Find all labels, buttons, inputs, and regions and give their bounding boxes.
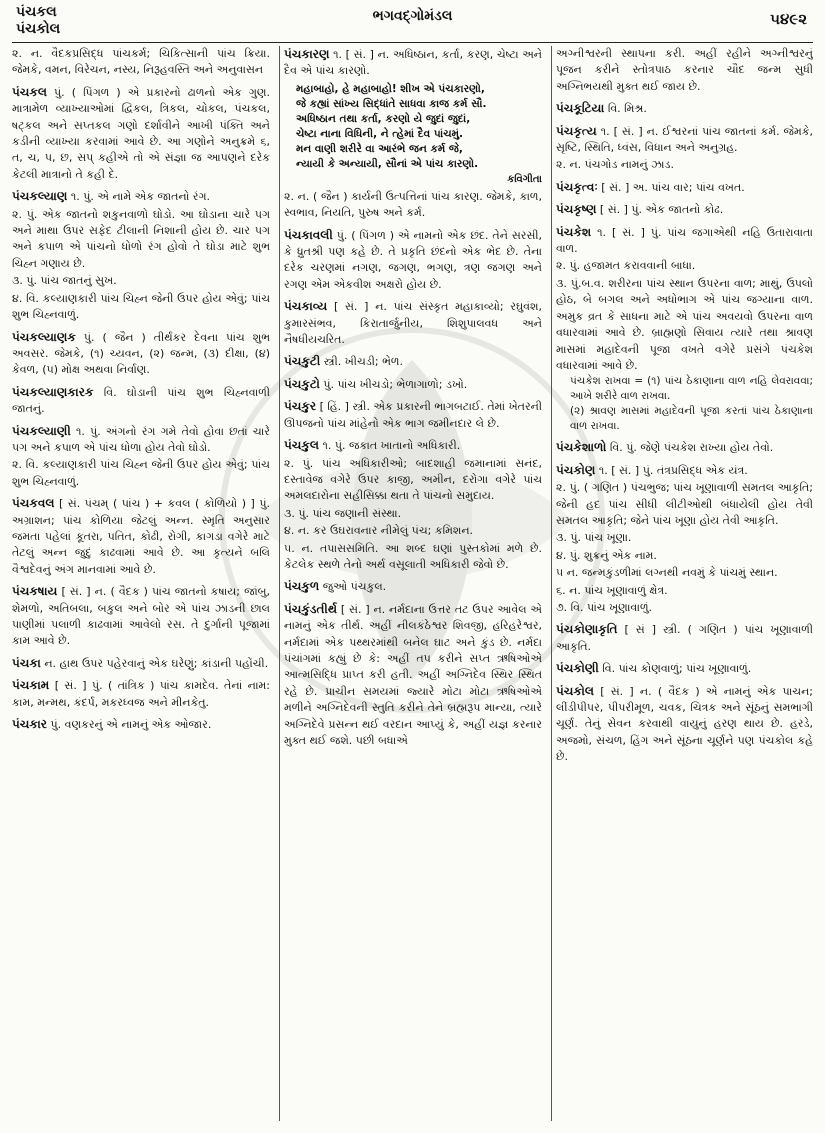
column-divider (551, 46, 552, 1121)
dictionary-entry (556, 462, 813, 617)
entry-definition: વિ. ઘોડાની પાંચ શુભ ચિહ્નવાળી જાતનું. (12, 385, 270, 416)
entry-headword: પંચકુંડતીર્થ (284, 601, 338, 616)
entry-headword: પંચકુટી (284, 354, 321, 369)
entry-definition: પું. ( પિંગળ ) એ નામનો એક છંદ. તેને સરસી, કે ધ્રુતશ્રી પણ કહે છે. તે પ્રકૃતિ છંદનો એક ભેદ છે. તેના દરેક ચરણમાં નગણ, જગણ, ભગણ, ત્રણ જગણ અને રગણ એમ એકવીશ અક્ષરો હોય છે. (284, 228, 542, 291)
quotation-line: મન વાણી શરીરે વા આરંભે જન કર્મ જે, (296, 142, 463, 155)
entry-definition: [ હિં. ] સ્ત્રી. એક પ્રકારની ભાગબટાઈ. તેમાં ખેતરની ઊપજનો પાંચ માંહેનો એક ભાગ જમીનદાર લે છે. (284, 400, 542, 430)
dictionary-entry (12, 495, 270, 578)
column-1 (12, 46, 276, 1126)
entry-definition: ૧. પું. જકાત ખાતાનો અધિકારી. (322, 439, 461, 453)
entry-headword: પંચકાર (12, 717, 48, 732)
entry-headword: પંચકોલ (556, 683, 594, 698)
column-2 (284, 46, 548, 1126)
entry-headword: પંચકષાય (12, 584, 58, 599)
entry-headword: પંચકાવ્ય (284, 299, 328, 314)
entry-definition: સ્ત્રી. ખીચડી; ભેળ. (323, 355, 404, 369)
entry-headword: પંચકલ્યાણકારક (12, 384, 94, 399)
entry-headword: પંચકૃત્ય (556, 123, 597, 138)
entry-headword: પંચકારણ (284, 47, 330, 61)
entry-definition: [ સં ] સ્ત્રી. ( ગણિત ) પાંચ ખૂણાવાળી આકૃતિ. (556, 623, 813, 653)
entry-headword: પંચકૂટિયા (556, 101, 605, 116)
entry-sense: ૨. વિ. કલ્યાણકારી પાંચ ચિહ્ન જેની ઉપર હોય એવું; પાંચ શુભ ચિહ્નવાળું. (12, 458, 270, 488)
entry-headword: પંચકાવલી (284, 227, 333, 242)
entry-definition: [ સં. ] ન. પાંચ સંસ્કૃત મહાકાવ્યો; રઘુવંશ, કુમારસંભવ, કિરાતાર્જુનીય, શિશુપાલવધ અને નૈષધીયચરિત. (284, 300, 543, 347)
entry-definition: વિ. પું. જેણે પંચકેશ રાખ્યા હોય તેવો. (609, 441, 774, 455)
entry-definition: ૧. [ સં. ] પું. તંત્રપ્રસિદ્ધ એક યંત્ર. (598, 463, 748, 477)
entry-headword: પંચકલ (12, 84, 47, 99)
dictionary-entry (556, 201, 813, 218)
entry-definition: પું. પાંચ ખીચડો; ભેળાગાળો; ડખો. (323, 377, 468, 391)
entry-definition: [ સં. ] અ. પાંચ વાર; પાંચ વખત. (601, 180, 745, 194)
dictionary-entry (12, 583, 270, 650)
entry-sense: ૩. પું. પાંચ જણાની સંસ્થા. (284, 506, 402, 520)
entry-definition: ૨. ન. વૈદકપ્રસિદ્ધ પાંચકર્મ; ચિકિત્સાની પાંચ ક્રિયા. જેમકે, વમન, વિરેચન, નસ્ય, નિરૂહવસ્તિ અને અનુવાસન (12, 47, 270, 77)
column-3 (556, 46, 813, 1126)
dictionary-entry (284, 601, 542, 750)
entry-sense: ૩. પું. પાંચ જાતનું સુખ. (12, 274, 117, 288)
dictionary-entry (556, 179, 813, 196)
entry-definition: જુઓ પંચકુલ. (322, 580, 387, 594)
entry-headword: પંચકલ્યાણી (12, 423, 71, 438)
entry-sense: ૪. વિ. કલ્યાણકારી પાંચ ચિહ્ન જેની ઉપર હોય એવું; પાંચ શુભ ચિહ્નવાળું. (12, 291, 270, 322)
quotation-source: કવિગીતા (507, 173, 542, 185)
column-divider (279, 46, 280, 1121)
entry-sense: ૫ ન. જન્મકુંડળીમાં લગ્નથી નવમું કે પાંચમું સ્થાન. (556, 566, 778, 580)
entry-definition: પું. ( જૈન ) તીર્થંકર દેવના પાંચ શુભ અવસર. જેમકે, (૧) ચ્યવન, (૨) જન્મ, (૩) દીક્ષા, (૪) કેવળ, (૫) મોક્ષ અથવા નિર્વાણ. (12, 330, 270, 377)
dictionary-entry (556, 621, 813, 655)
page-number: ૫૪૯૨ (770, 10, 807, 28)
dictionary-entry (556, 123, 813, 174)
entry-headword: પંચકલ્યાણક (12, 329, 76, 344)
entry-sense: ૪. ન. કર ઉઘરાવનાર નીમેલું પંચ; કમિશન. (284, 524, 474, 538)
entry-headword: પંચકવલ (12, 496, 55, 511)
entry-headword: પંચકેશ (556, 224, 592, 239)
dictionary-entry (12, 677, 270, 711)
entry-sense: ૨. ન. ( જૈન ) કાર્યની ઉત્પત્તિનાં પાંચ કારણ. જેમકે, કાળ, સ્વભાવ, નિયતિ, પુરુષ અને કર્મ. (284, 189, 542, 220)
entry-sense: ૫. ન. તપાસસમિતિ. આ શબ્દ ઘણાં પુસ્તકોમાં મળે છે. કેટલેક સ્થળે તેનો અર્થ વસૂલાતી અધિકારી જેવો છે. (284, 541, 542, 571)
entry-sense: ૩. પું.બ.વ. શરીરના પાંચ સ્થાન ઉપરના વાળ; માથું, ઉપલો હોઠ, બે બગલ અને અધોભાગ એ પાંચ જગ્યાના વાળ. અમુક વ્રત કે સાધના માટે એ પાંચ અવયવો ઉપરના વાળ વધારવામાં આવે છે. બ્રાહ્મણો સિવાય ત્યારે તથા શ્રાવણ માસમાં મહાદેવની પૂજા વખતે વગેરે પ્રસંગે પંચકેશ વધારવામાં આવે છે. (556, 276, 813, 372)
entry-definition: ૧. પું. એ નામે એક જાતનો રંગ. (70, 190, 211, 204)
quotation-line: જે કહ્યાં સાંખ્ય સિદ્ધાંતે સાધવા કાજ કર્મ સૌ. (296, 97, 487, 110)
entry-definition: ૧. [ સં. ] ન. ઈશ્વરનાં પાંચ જાતનાં કર્મ. જેમકે, સૃષ્ટિ, સ્થિતિ, ધ્વંસ, વિધાન અને અનુગ્રહ. (556, 124, 813, 155)
entry-definition: ૧. પું. અંગનો રંગ ગમે તેવો હોવા છતાં ચારે પગ અને કપાળ એ પાંચ ધોળા હોય તેવો ઘોડો. (12, 424, 270, 454)
entry-definition: [ સં. ] પું. એક જાતનો કોઢ. (599, 203, 724, 217)
entry-definition: [ સં. ] ન. ( વૈદક ) પાંચ જાતનો કષાય; જાંબુ, શેમળો, અતિબલા, બકુલ અને બોર એ પાંચ ઝાડની છાલ પાણીમાં પલાળી કાઢવામાં આવેલો રસ. તે દુર્ગાની પૂજામાં કામ આવે છે. (12, 585, 271, 648)
entry-definition: ૧. [ સં. ] પું. પાંચ જગાએથી નહિ ઉતારાવાતા વાળ. (556, 225, 813, 256)
entry-sense: ૪. પું. શુક્રનું એક નામ. (556, 548, 657, 562)
quotation-line: ચેષ્ટા નાના વિધિની, ને ત્હેમાં દૈવ પાંચમું. (296, 127, 464, 140)
entry-headword: પંચકામ (12, 678, 50, 693)
page-header (12, 4, 813, 43)
entry-headword: પંચકોણ (556, 462, 596, 477)
entry-headword: પંચકુલ (284, 438, 319, 453)
entry-headword: પંચકોણી (556, 661, 599, 676)
entry-headword: પંચકા (12, 655, 41, 670)
entry-headword: પંચકૃષ્ણ (556, 202, 597, 217)
dictionary-entry (556, 224, 813, 435)
dictionary-entry (12, 329, 270, 379)
dictionary-entry (556, 100, 813, 117)
dictionary-entry (556, 439, 813, 456)
dictionary-entry (284, 437, 542, 573)
quotation-line: અધિષ્ઠાન તથા કર્તા, કરણો યે જુદાં જુદાં, (296, 112, 471, 125)
dictionary-entry (12, 655, 270, 672)
entry-sense: ૨. પું. ( ગણિત ) પંચભુજ; પાંચ ખૂણાવાળી સમતલ આકૃતિ; જેની હદ પાંચ સીધી લીટીઓથી બંધાયેલી હોય તેવી સમતલ આકૃતિ; જેને પાંચ ખૂણા હોય તેવી આકૃતિ. (556, 481, 813, 527)
dictionary-entry (556, 683, 813, 766)
dictionary-entry (284, 376, 542, 393)
entry-definition: પું. ( પિંગળ ) એ પ્રકારનો ઢાળનો એક ગુણ. માત્રામેળ વ્યાખ્યાઓમાં દ્વિકલ, ત્રિકલ, ચોકલ, પંચકલ, ષટ્કલ અને સપ્તકલ ગણો દર્શાવીને આખી પંક્તિ અને કડીની વ્યાખ્યા કરવામાં આવે છે. આ ગણોને અનુક્રમે ૬, ત, ચ, પ, છ, સપ્ કહીએ તો એ સંજ્ઞા જ આપણને દરેક કેટલી માત્રાનો તે કહી દે. (12, 85, 270, 181)
entry-headword: પંચકેશાળો (556, 440, 607, 455)
dictionary-entry (284, 46, 542, 222)
entry-sense: ૨. પું. પાંચ અધિકારીઓ; બાદશાહી જમાનામાં સનંદ, દસ્તાવેજ વગેરે ઉપર કાજી, અમીન, દરોગા વગેરે પાંચ અમલદારોના સહીસિક્કા થતા તે પાંચનો સમુદાય. (284, 456, 542, 503)
entry-definition: વિ. મિશ્ર. (607, 102, 647, 116)
entry-sense: ૬. ન. પાંચ ખૂણાવાળું ક્ષેત્ર. (556, 583, 668, 597)
entry-definition: અગ્નીશ્વરની સ્થાપના કરી. અહીં રહીને અગ્નીશ્વરનું પૂજન કરીને સ્તોત્રપાઠ કરનાર ચૌદ જન્મ સુધી અગ્નિભયથી મુક્ત થઈ જાય છે. (556, 47, 813, 93)
entry-definition: [ સં. ] ન. નર્મદાના ઉત્તર તટ ઉપર આવેલ એ નામનું એક તીર્થ. અહીં નીલકંઠેશ્વર શિવજી, હરિહરેશ્વર, નર્મદામાં એક પથ્થરમાંથી બનેલ ઘાટ અને કુંડ છે. નર્મદા પંચાંગમાં કહ્યું છે કે: અહીં તપ કરીને સપ્ત ઋષિઓએ આત્મસિદ્ધિ પ્રાપ્ત કરી હતી. અહીં અગ્નિદેવ સ્થિર સ્થિત રહે છે. પ્રાચીન સમયમાં જ્યારે મોટા મોટા ઋષિઓએ મળીને અગ્નિદેવની સ્તુતિ કરીને તેને બ્રહ્મરૂપ માન્યા, ત્યારે અગ્નિદેવે પ્રસન્ન થઈ વરદાન આપ્યું કે, અહીં યજ્ઞ કરનાર મુક્ત થઈ જશે. પછી બધાએ (284, 602, 542, 747)
entry-definition: વિ. પાંચ કોણવાળું; પાંચ ખૂણાવાળું. (602, 662, 752, 676)
entry-headword: પંચકલ્યાણ (12, 189, 68, 204)
entry-headword: પંચકૃત્વઃ (556, 179, 598, 194)
entry-sense: ૨. પું. હજામત કરાવવાની બાધા. (556, 259, 696, 273)
dictionary-entry (556, 46, 813, 95)
dictionary-entry (12, 188, 270, 323)
dictionary-columns (12, 46, 813, 1126)
dictionary-entry (284, 353, 542, 370)
entry-headword: પંચકુળ (284, 579, 320, 594)
dictionary-entry (12, 46, 270, 79)
entry-headword: પંચકુર (284, 399, 317, 414)
entry-definition: પું. વણકરનું એ નામનું એક ઓજાર. (50, 718, 212, 732)
quotation-line: મહાબાહો, હે મહાબાહો! શીખ એ પંચકારણો, (296, 82, 485, 95)
dictionary-entry (284, 578, 542, 595)
dictionary-entry (12, 716, 270, 733)
entry-definition: [ સં. પંચમ્ ( પાંચ ) + કવલ ( કોળિયો ) ] પું. અગ્રાશન; પાંચ કોળિયા જેટલું અન્ન. સ્મૃતિ અનુસાર જમતા પહેલાં કૂતરા, પતિત, કોઢી, રોગી, કાગડા વગેરે માટે તેટલું અન્ન જુદું કાઢવામાં આવે છે. આ કૃત્યને બલિ વૈશ્વદેવનું અંગ માનવામાં આવે છે. (12, 497, 270, 576)
entry-definition: ન. હાથ ઉપર પહેરવાનું એક ઘરેણું; કાંડાની પહોંચી. (44, 656, 269, 670)
dictionary-entry (12, 384, 270, 418)
dictionary-entry (12, 423, 270, 491)
guide-word-second: પંચકોલ (16, 21, 61, 37)
dictionary-title: ભગવદ્ગોમંડલ (372, 8, 453, 24)
entry-sense: ૨. ન. પંચગોડ નામનું ઝાડ. (556, 158, 674, 172)
entry-headword: પંચકોણાકૃતિ (556, 622, 618, 637)
entry-idiom: પંચકેશ રાખવા = (૧) પાંચ ઠેકાણાના વાળ નહિ લેવરાવવા; આખે શરીરે વાળ રાખવા. (570, 375, 813, 403)
entry-definition: [ સં. ] પું. ( તાંત્રિક ) પાંચ કામદેવ. તેનાં નામ: કામ, મન્મથ, કંદર્પ, મકરધ્વજ અને મીનકેતુ. (12, 679, 270, 709)
entry-definition: [ સં. ] ન. ( વૈદક ) એ નામનું એક પાચન; લીંડીપીપર, પીપરીમૂળ, ચવક, ચિત્રક અને સૂંઠનું સમભાગી ચૂર્ણ. તેનું સેવન કરવાથી વાયુનું હરણ થાય છે. હરડે, અજમો, સંચળ, હિંગ અને સૂંઠના ચૂર્ણને પણ પંચકોલ કહે છે. (556, 684, 813, 764)
entry-headword: પંચકુટો (284, 376, 320, 391)
entry-sense: ૩. પું. પાંચ ખૂણા. (556, 531, 632, 545)
dictionary-entry (556, 660, 813, 677)
quotation-line: ન્યાયી કે અન્યાયી, સૌનાં એ પાંચ કારણો. (296, 157, 479, 170)
dictionary-entry (284, 298, 542, 348)
dictionary-entry (12, 84, 270, 183)
entry-sense: ૨. પું. એક જાતનો શકુનવાળો ઘોડો. આ ઘોડાના ચારે પગ અને માથા ઉપર સફેદ ટીલાની નિશાની હોય છે. ચાર પગ અને કપાળ એ પાંચનો ધોળો રંગ હોવો તે ઘોડા માટે શુભ ચિહ્ન ગણાય છે. (12, 207, 270, 270)
dictionary-entry (284, 227, 542, 294)
guide-word-first: પંચકલ (16, 4, 57, 20)
dictionary-entry (284, 398, 542, 432)
entry-sense: ૭. વિ. પાંચ ખૂણાવાળું. (556, 600, 653, 614)
entry-idiom: (૨) શ્રાવણ માસમાં મહાદેવની પૂજા કરતાં પાંચ ઠેકાણાના વાળ રાખવા. (570, 405, 813, 433)
entry-quotation (296, 82, 542, 187)
entry-definition: ૧. [ સં. ] ન. અધિષ્ઠાન, કર્તા, કરણ, ચેષ્ટા અને દૈવ એ પાંચ કારણો. (284, 48, 542, 78)
